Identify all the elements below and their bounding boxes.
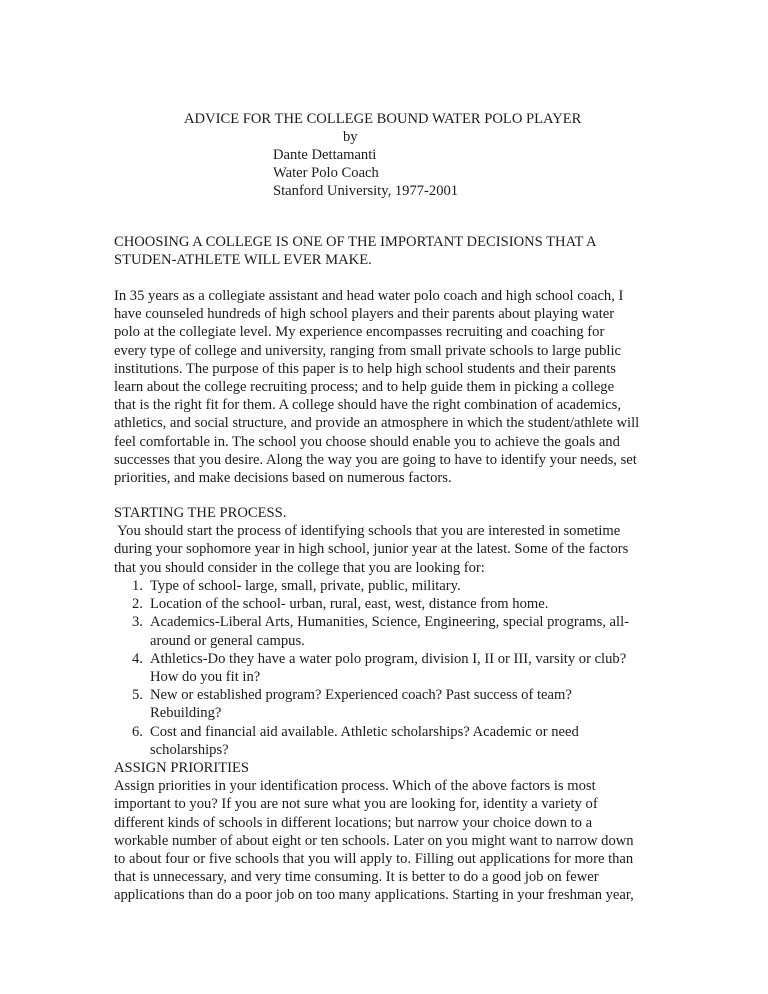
list-item-text: Cost and financial aid available. Athletic scholarships? Academic or need: [150, 723, 579, 740]
paragraph-line: In 35 years as a collegiate assistant and head water polo coach and high school coach, I: [114, 288, 624, 304]
paragraph-line: polo at the collegiate level. My experience encompasses recruiting and coaching for: [114, 324, 605, 341]
intro-heading-line: STUDEN-ATHLETE WILL EVER MAKE.: [114, 252, 372, 269]
list-number: 5.: [132, 687, 143, 704]
author-affiliation: Stanford University, 1977-2001: [273, 183, 459, 200]
paragraph-line: every type of college and university, ranging from small private schools to large public: [114, 342, 621, 359]
paragraph-line: to about four or five schools that you will apply to. Filling out applications for more than: [114, 850, 634, 867]
paragraph-line: athletics, and social structure, and provide an atmosphere in which the student/athlete will: [114, 415, 640, 432]
list-item: [114, 723, 674, 759]
section-heading: ASSIGN PRIORITIES: [114, 760, 250, 776]
paragraph-line: feel comfortable in. The school you choose should enable you to achieve the goals and: [114, 433, 620, 450]
list-item-text: Athletics-Do they have a water polo program, division I, II or III, varsity or club?: [150, 650, 627, 667]
paragraph-line: institutions. The purpose of this paper is to help high school students and their parents: [114, 360, 616, 377]
byline: by: [343, 129, 358, 145]
paragraph-line: important to you? If you are not sure what you are looking for, identity a variety of: [114, 796, 598, 813]
list-item: [114, 595, 674, 613]
list-number: 4.: [132, 650, 143, 667]
paragraph-line: You should start the process of identifying schools that you are interested in sometime: [114, 523, 621, 540]
intro-paragraph: [114, 287, 666, 487]
paragraph-line: that you should consider in the college that you are looking for:: [114, 559, 485, 576]
list-item-text: Type of school- large, small, private, public, military.: [150, 578, 461, 594]
section-heading: STARTING THE PROCESS.: [114, 505, 287, 521]
list-item-text: Academics-Liberal Arts, Humanities, Science, Engineering, special programs, all-: [150, 614, 629, 631]
starting-section: [114, 504, 666, 577]
list-item-text: Rebuilding?: [150, 705, 222, 722]
paragraph-line: Assign priorities in your identification process. Which of the above factors is most: [114, 778, 596, 795]
list-item: [114, 686, 674, 722]
paragraph-line: have counseled hundreds of high school players and their parents about playing water: [114, 306, 615, 323]
list-item: [114, 650, 674, 686]
list-number: 3.: [132, 614, 143, 631]
list-item-text: around or general campus.: [150, 632, 305, 649]
paragraph-line: during your sophomore year in high school, junior year at the latest. Some of the factors: [114, 541, 629, 558]
paragraph-line: different kinds of schools in different locations; but narrow your choice down to a: [114, 814, 593, 831]
intro-heading: [114, 233, 666, 269]
paragraph-line: workable number of about eight or ten schools. Later on you might want to narrow down: [114, 832, 634, 849]
list-item-text: How do you fit in?: [150, 668, 261, 685]
list-item-text: scholarships?: [150, 741, 229, 758]
list-number: 2.: [132, 596, 143, 613]
list-number: 6.: [132, 723, 143, 740]
paragraph-line: successes that you desire. Along the way you are going to have to identify your needs, set: [114, 451, 637, 468]
factors-list: [114, 577, 674, 759]
author-role: Water Polo Coach: [273, 165, 379, 182]
list-item-text: Location of the school- urban, rural, east, west, distance from home.: [150, 596, 549, 613]
list-item: [114, 613, 674, 649]
intro-heading-line: CHOOSING A COLLEGE IS ONE OF THE IMPORTANT DECISIONS THAT A: [114, 234, 597, 250]
paragraph-line: priorities, and make decisions based on numerous factors.: [114, 469, 452, 486]
paragraph-line: applications than do a poor job on too many applications. Starting in your freshman year,: [114, 887, 634, 904]
document-title: ADVICE FOR THE COLLEGE BOUND WATER POLO PLAYER: [184, 111, 582, 127]
list-number: 1.: [132, 578, 143, 594]
paragraph-line: learn about the college recruiting process; and to help guide them in picking a college: [114, 378, 615, 395]
list-item: [114, 577, 674, 595]
author-name: Dante Dettamanti: [273, 147, 377, 163]
paragraph-line: that is unnecessary, and very time consuming. It is better to do a good job on fewer: [114, 869, 599, 886]
paragraph-line: that is the right fit for them. A college should have the right combination of academics,: [114, 397, 622, 414]
author-block: [273, 146, 458, 201]
list-item-text: New or established program? Experienced coach? Past success of team?: [150, 687, 572, 704]
priorities-section: [114, 759, 666, 905]
